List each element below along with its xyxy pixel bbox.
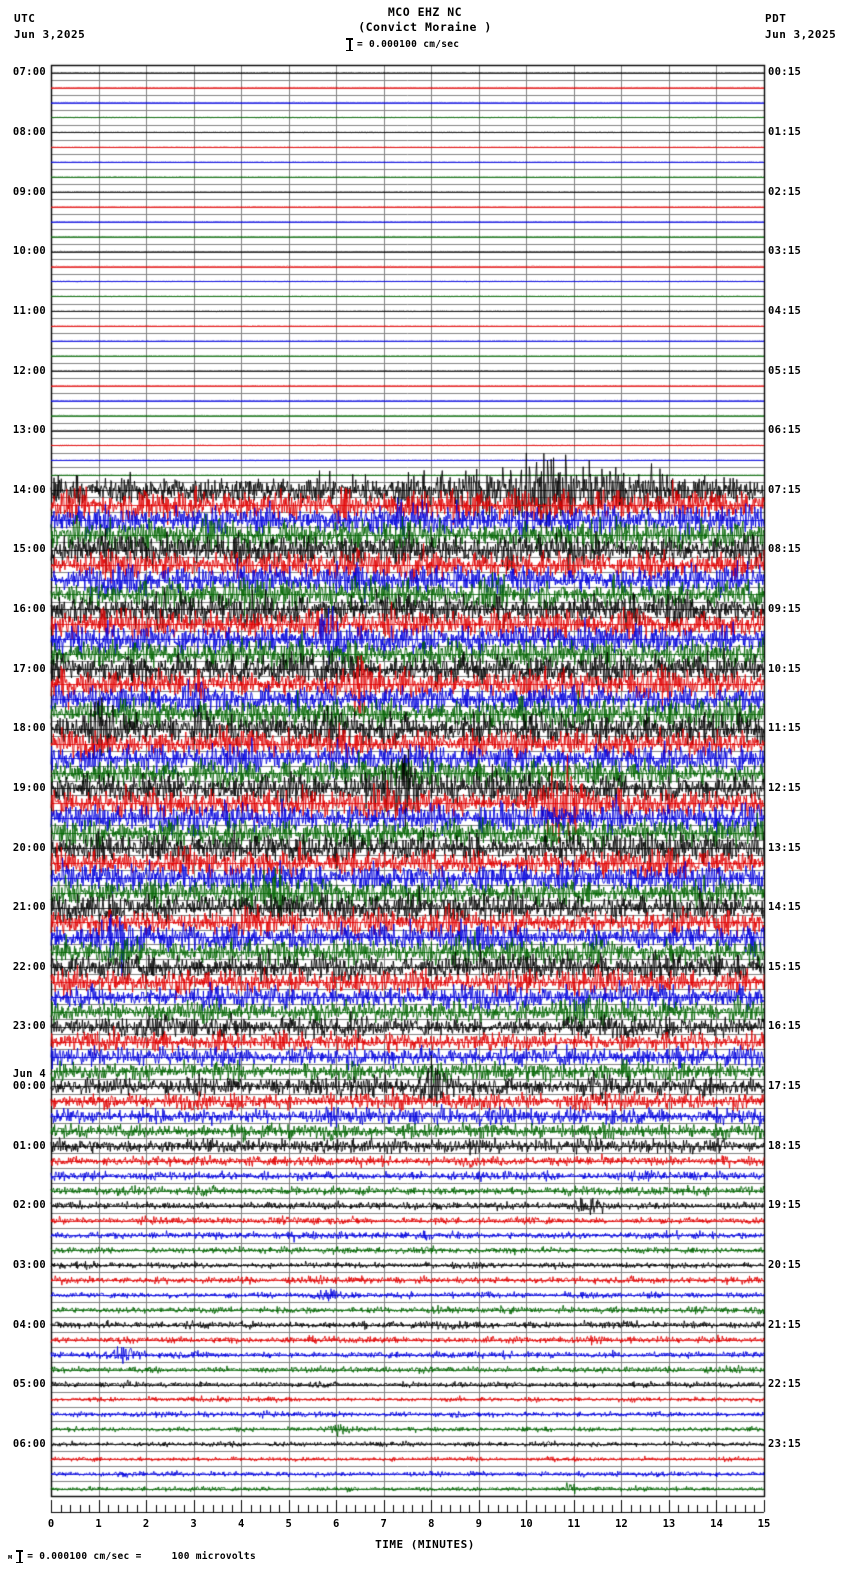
left-hour-label: 23:00: [12, 1020, 46, 1033]
footer-scale-note: [8, 1550, 256, 1563]
left-hour-label: 17:00: [12, 662, 46, 675]
footer-scale-text: = 0.000100 cm/sec = 100 microvolts: [27, 1551, 256, 1562]
left-hour-label: 12:00: [12, 364, 46, 377]
right-hour-label: 23:15: [768, 1437, 802, 1450]
day-break-label: Jun 4: [12, 1068, 46, 1081]
left-hour-label: 16:00: [12, 603, 46, 616]
right-hour-label: 16:15: [768, 1020, 802, 1033]
right-hour-label: 13:15: [768, 841, 802, 854]
x-tick-label: 1: [95, 1518, 102, 1530]
left-hour-label: 06:00: [12, 1437, 46, 1450]
right-hour-label: 21:15: [768, 1318, 802, 1331]
left-hour-label: 05:00: [12, 1378, 46, 1391]
x-tick-label: 12: [615, 1518, 628, 1530]
left-hour-label: 11:00: [12, 304, 46, 317]
left-hour-label: 03:00: [12, 1258, 46, 1271]
x-tick-label: 3: [190, 1518, 197, 1530]
left-hour-label: 22:00: [12, 960, 46, 973]
right-hour-label: 01:15: [768, 126, 802, 139]
left-hour-label: 08:00: [12, 126, 46, 139]
right-hour-label: 07:15: [768, 483, 802, 496]
right-hour-label: 08:15: [768, 543, 802, 556]
right-hour-label: 17:15: [768, 1080, 802, 1093]
footer-scale-bar-icon: [16, 1550, 23, 1563]
x-tick-label: 0: [47, 1518, 55, 1530]
left-hour-label: 09:00: [12, 185, 46, 198]
right-hour-label: 22:15: [768, 1378, 802, 1391]
x-tick-label: 13: [662, 1518, 676, 1530]
right-hour-label: 10:15: [768, 662, 802, 675]
right-hour-label: 14:15: [768, 901, 802, 914]
right-hour-label: 09:15: [768, 603, 802, 616]
right-hour-label: 06:15: [768, 424, 802, 437]
left-hour-label: 15:00: [12, 543, 46, 556]
x-tick-label: 5: [285, 1518, 292, 1530]
left-hour-label: 13:00: [12, 424, 46, 437]
left-hour-label: 18:00: [12, 722, 46, 735]
right-hour-label: 15:15: [768, 960, 802, 973]
left-hour-label: 00:00: [12, 1080, 46, 1093]
right-hour-label: 12:15: [768, 781, 802, 794]
x-tick-label: 10: [520, 1518, 533, 1530]
right-hour-label: 00:15: [768, 66, 802, 79]
x-axis-title: TIME (MINUTES): [375, 1538, 475, 1551]
x-tick-label: 7: [380, 1518, 387, 1530]
left-hour-label: 04:00: [12, 1318, 46, 1331]
right-hour-label: 04:15: [768, 304, 802, 317]
right-hour-label: 02:15: [768, 185, 802, 198]
left-hour-label: 14:00: [12, 483, 46, 496]
x-tick-label: 6: [333, 1518, 340, 1530]
left-hour-label: 07:00: [12, 66, 46, 79]
right-hour-label: 19:15: [768, 1199, 802, 1212]
right-hour-label: 03:15: [768, 245, 802, 258]
x-tick-label: 8: [428, 1518, 435, 1530]
right-hour-label: 18:15: [768, 1139, 802, 1152]
left-hour-label: 20:00: [12, 841, 46, 854]
right-hour-label: 11:15: [768, 722, 802, 735]
right-hour-label: 20:15: [768, 1258, 802, 1271]
x-tick-label: 2: [142, 1518, 150, 1530]
x-tick-label: 4: [237, 1518, 245, 1530]
x-tick-label: 11: [567, 1518, 581, 1530]
right-hour-label: 05:15: [768, 364, 802, 377]
x-tick-label: 9: [475, 1518, 482, 1530]
footer-marker-glyph: м: [8, 1552, 13, 1561]
left-hour-label: 10:00: [12, 245, 46, 258]
left-hour-label: 02:00: [12, 1199, 46, 1212]
x-tick-label: 15: [757, 1518, 771, 1530]
left-hour-label: 19:00: [12, 781, 46, 794]
left-hour-label: 21:00: [12, 901, 46, 914]
x-tick-label: 14: [710, 1518, 723, 1530]
left-hour-label: 01:00: [12, 1139, 46, 1152]
